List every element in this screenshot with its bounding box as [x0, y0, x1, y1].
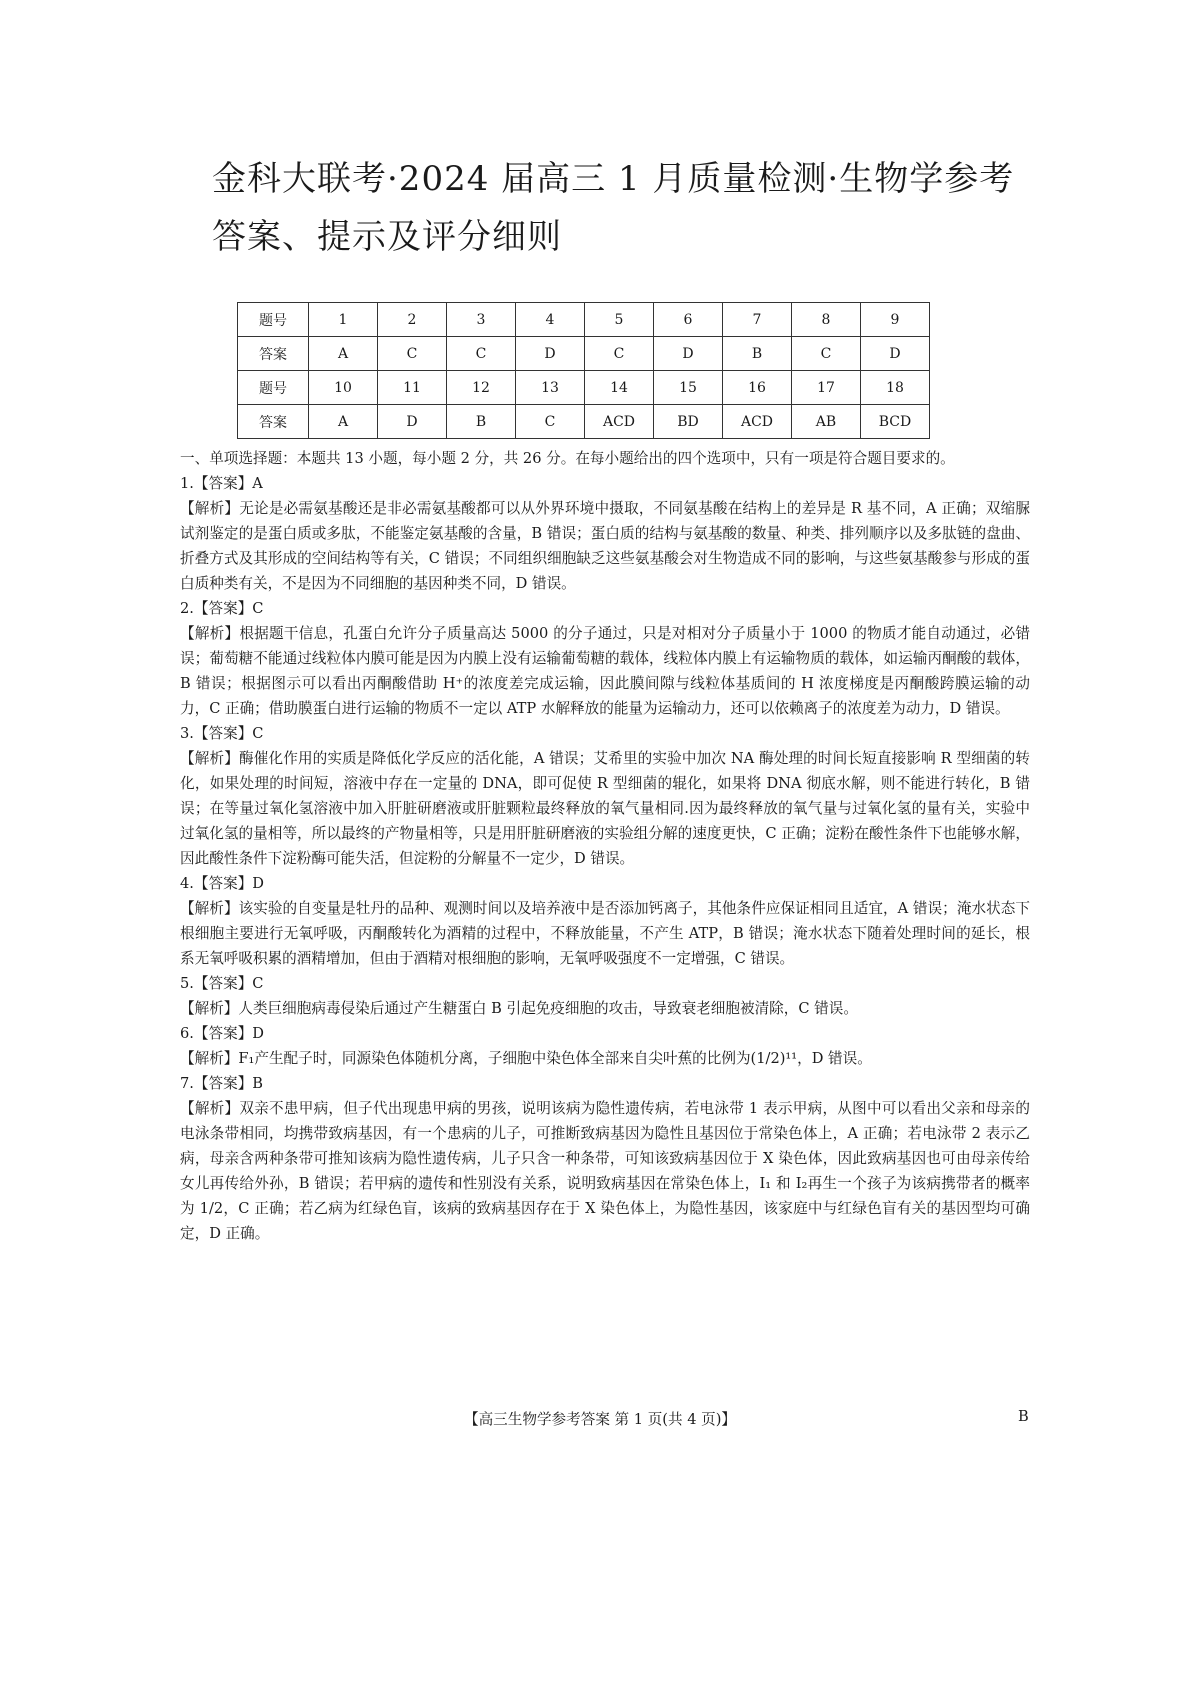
answer-table-cell: 16 — [723, 371, 792, 405]
question-analysis: 【解析】酶催化作用的实质是降低化学反应的活化能，A 错误；艾希里的实验中加次 NA 酶处理的时间长短直接影响 R 型细菌的转化，如果处理的时间短，溶液中存在一定量的 DNA，即可促使 R 型细菌的辊化，如果将 DNA 彻底水解，则不能进行转化，B 错误；在等量过氧化氢溶液中加入肝脏研磨液或肝脏颗粒最终释放的氧气量相同.因为最终释放的氧气量与过氧化氢的量有关，实验中过氧化氢的量相等，所以最终的产物量相等，只是用肝脏研磨液的实验组分解的速度更快，C 正确；淀粉在酸性条件下也能够水解，因此酸性条件下淀粉酶可能失活，但淀粉的分解量不一定少，D 错误。 — [180, 750, 1030, 867]
answer-table-cell: BCD — [861, 405, 930, 439]
answer-table-cell: 1 — [309, 303, 378, 337]
answer-table-cell: C — [516, 405, 585, 439]
answer-table-cell: C — [585, 337, 654, 371]
answer-body — [180, 446, 1030, 1246]
answer-table-cell: ACD — [585, 405, 654, 439]
answer-table-cell: 10 — [309, 371, 378, 405]
answer-table-cell: B — [723, 337, 792, 371]
answer-table-cell: C — [378, 337, 447, 371]
answer-table-cell: C — [792, 337, 861, 371]
title-line-2: 答案、提示及评分细则 — [212, 217, 562, 257]
answer-table-cell: A — [309, 405, 378, 439]
answer-table-row-label: 题号 — [238, 371, 309, 405]
footer-mark: B — [1018, 1408, 1029, 1425]
answer-table-cell: 6 — [654, 303, 723, 337]
answer-table-cell: 17 — [792, 371, 861, 405]
question-analysis: 【解析】人类巨细胞病毒侵染后通过产生糖蛋白 B 引起免疫细胞的攻击，导致衰老细胞被清除，C 错误。 — [180, 1000, 858, 1017]
section-heading: 一、单项选择题：本题共 13 小题，每小题 2 分，共 26 分。在每小题给出的四个选项中，只有一项是符合题目要求的。 — [180, 450, 955, 467]
answer-table-row — [238, 405, 930, 439]
answer-table-cell: AB — [792, 405, 861, 439]
answer-table-cell: D — [861, 337, 930, 371]
question-analysis: 【解析】无论是必需氨基酸还是非必需氨基酸都可以从外界环境中摄取，不同氨基酸在结构上的差异是 R 基不同，A 正确；双缩脲试剂鉴定的是蛋白质或多肽，不能鉴定氨基酸的含量，B 错误；蛋白质的结构与氨基酸的数量、种类、排列顺序以及多肽链的盘曲、折叠方式及其形成的空间结构等有关，C 错误；不同组织细胞缺乏这些氨基酸会对生物造成不同的影响，与这些氨基酸参与形成的蛋白质种类有关，不是因为不同细胞的基因种类不同，D 错误。 — [180, 500, 1030, 592]
question-list — [180, 471, 1030, 1246]
answer-table-cell: 3 — [447, 303, 516, 337]
question-answer: 1.【答案】A — [180, 475, 263, 492]
answer-table-cell: D — [378, 405, 447, 439]
question-answer: 6.【答案】D — [180, 1025, 264, 1042]
title-line-1: 金科大联考·2024 届高三 1 月质量检测·生物学参考 — [212, 159, 1015, 199]
document-title — [212, 150, 1032, 266]
answer-table-row-label: 答案 — [238, 337, 309, 371]
question-analysis: 【解析】根据题干信息，孔蛋白允许分子质量高达 5000 的分子通过，只是对相对分子质量小于 1000 的物质才能自动通过，必错误；葡萄糖不能通过线粒体内膜可能是因为内膜上没有运输葡萄糖的载体，线粒体内膜上有运输物质的载体，如运输丙酮酸的载体，B 错误；根据图示可以看出丙酮酸借助 H⁺的浓度差完成运输，因此膜间隙与线粒体基质间的 H 浓度梯度是丙酮酸跨膜运输的动力，C 正确；借助膜蛋白进行运输的物质不一定以 ATP 水解释放的能量为运输动力，还可以依赖离子的浓度差为动力，D 错误。 — [180, 625, 1030, 717]
answer-table-row-label: 题号 — [238, 303, 309, 337]
question-answer: 5.【答案】C — [180, 975, 264, 992]
answer-table-row — [238, 303, 930, 337]
answer-table-cell: D — [516, 337, 585, 371]
answer-table-cell: 15 — [654, 371, 723, 405]
answer-table-cell: 4 — [516, 303, 585, 337]
answer-table-cell: C — [447, 337, 516, 371]
answer-table-cell: A — [309, 337, 378, 371]
answer-table-cell: 18 — [861, 371, 930, 405]
answer-table-cell: ACD — [723, 405, 792, 439]
answer-table-cell: 8 — [792, 303, 861, 337]
footer-text: 【高三生物学参考答案 第 1 页(共 4 页)】 — [463, 1411, 737, 1428]
answer-table-cell: 12 — [447, 371, 516, 405]
answer-table-cell: 11 — [378, 371, 447, 405]
answer-table-row-label: 答案 — [238, 405, 309, 439]
question-analysis: 【解析】该实验的自变量是牡丹的品种、观测时间以及培养液中是否添加钙离子，其他条件应保证相同且适宜，A 错误；淹水状态下根细胞主要进行无氧呼吸，丙酮酸转化为酒精的过程中，不释放能量，不产生 ATP，B 错误；淹水状态下随着处理时间的延长，根系无氧呼吸积累的酒精增加，但由于酒精对根细胞的影响，无氧呼吸强度不一定增强，C 错误。 — [180, 900, 1030, 967]
answer-table-cell: B — [447, 405, 516, 439]
answer-table-cell: 14 — [585, 371, 654, 405]
answer-table-row — [238, 337, 930, 371]
answer-table-cell: 9 — [861, 303, 930, 337]
answer-table — [237, 302, 930, 439]
question-answer: 3.【答案】C — [180, 725, 264, 742]
answer-table-cell: 2 — [378, 303, 447, 337]
question-answer: 4.【答案】D — [180, 875, 264, 892]
answer-table-cell: 13 — [516, 371, 585, 405]
answer-table-cell: BD — [654, 405, 723, 439]
question-answer: 7.【答案】B — [180, 1075, 264, 1092]
answer-table-row — [238, 371, 930, 405]
question-analysis: 【解析】双亲不患甲病，但子代出现患甲病的男孩，说明该病为隐性遗传病，若电泳带 1 表示甲病，从图中可以看出父亲和母亲的电泳条带相同，均携带致病基因，有一个患病的儿子，可推断致病基因为隐性且基因位于常染色体上，A 正确；若电泳带 2 表示乙病，母亲含两种条带可推知该病为隐性遗传病，儿子只含一种条带，可知该致病基因位于 X 染色体，因此致病基因也可由母亲传给女儿再传给外孙，B 错误；若甲病的遗传和性别没有关系，说明致病基因在常染色体上，I₁ 和 I₂再生一个孩子为该病携带者的概率为 1/2，C 正确；若乙病为红绿色盲，该病的致病基因存在于 X 染色体上，为隐性基因，该家庭中与红绿色盲有关的基因型均可确定，D 正确。 — [180, 1100, 1030, 1242]
question-analysis: 【解析】F₁产生配子时，同源染色体随机分离，子细胞中染色体全部来自尖叶蕉的比例为(1/2)¹¹，D 错误。 — [180, 1050, 872, 1067]
answer-table-cell: 5 — [585, 303, 654, 337]
question-answer: 2.【答案】C — [180, 600, 264, 617]
answer-table-cell: D — [654, 337, 723, 371]
answer-table-cell: 7 — [723, 303, 792, 337]
